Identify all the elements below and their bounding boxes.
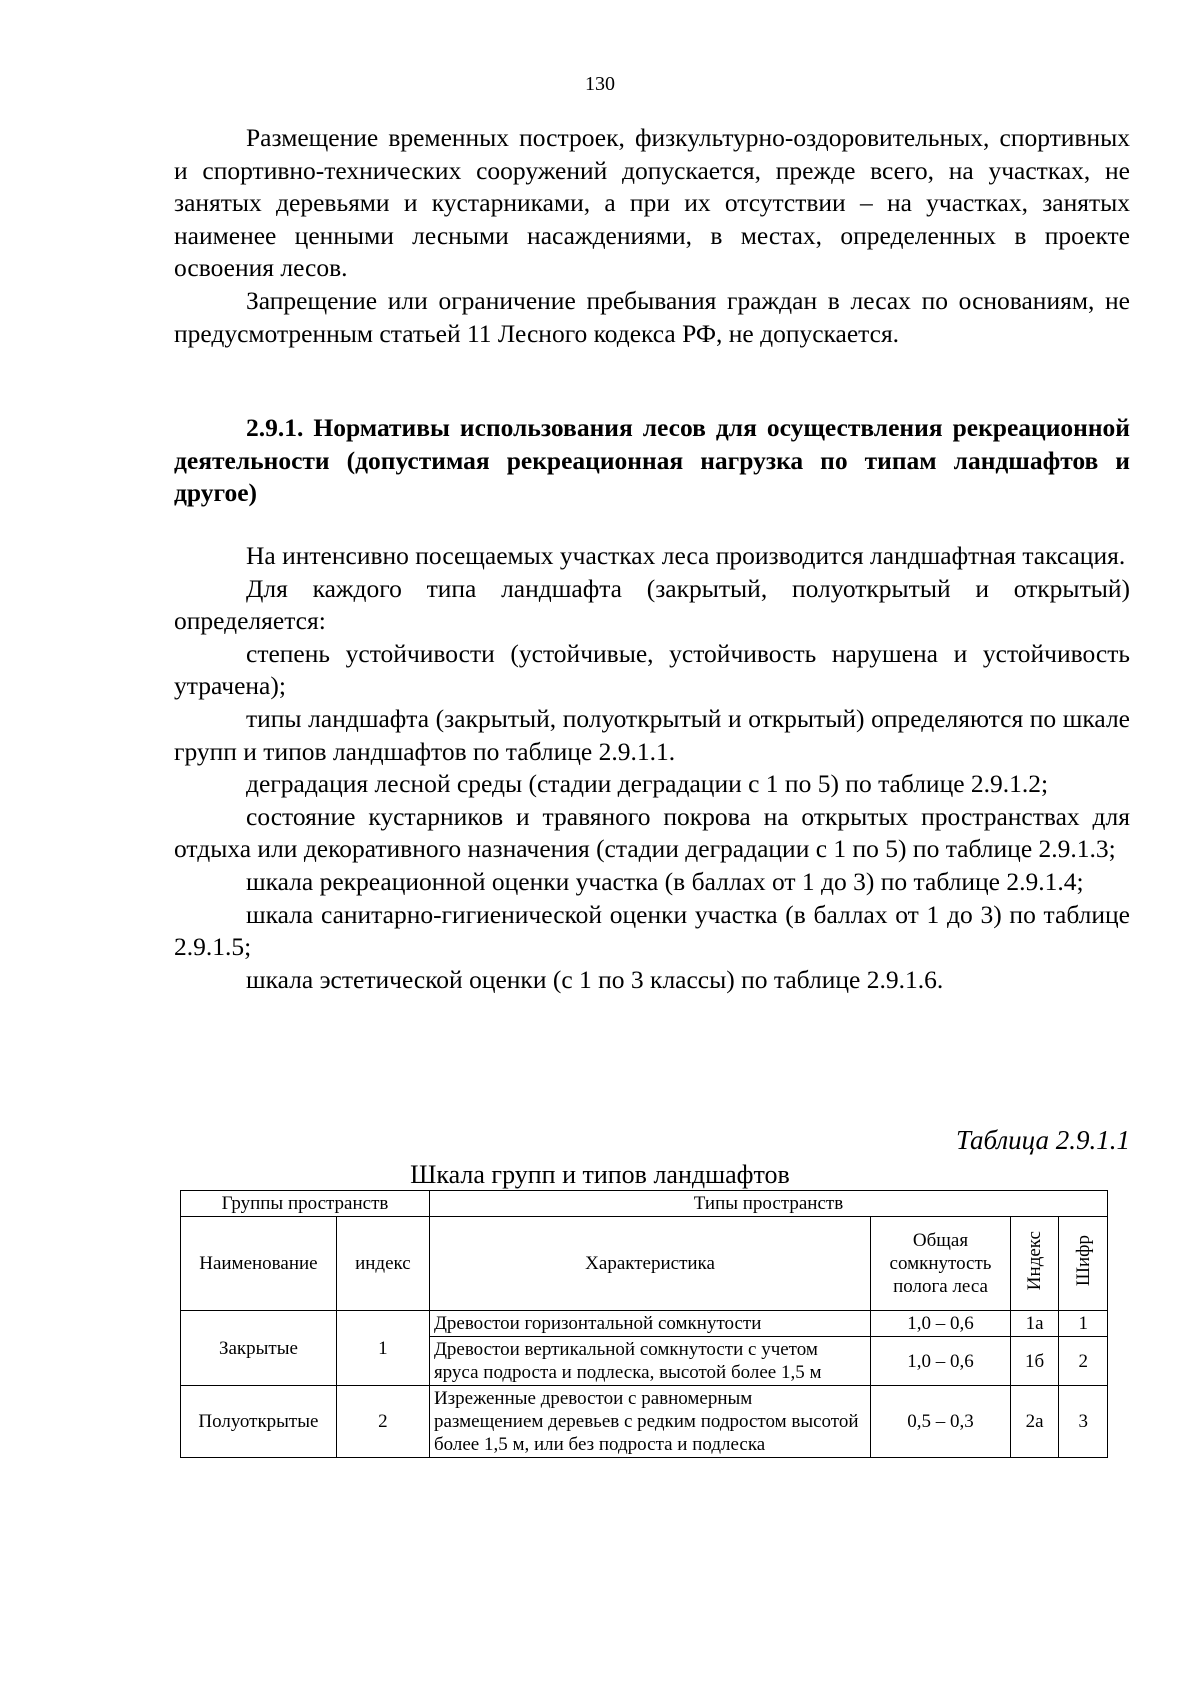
table-row (181, 1311, 1108, 1337)
paragraph: типы ландшафта (закрытый, полуоткрытый и открытый) определяются по шкале групп и типов ландшафтов по таблице 2.9.1.1. (174, 703, 1130, 766)
closure: 1,0 – 0,6 (871, 1311, 1011, 1337)
table-header-row (181, 1191, 1108, 1217)
col-index-header: индекс (336, 1217, 429, 1311)
characteristic: Древостои горизонтальной сомкнутости (429, 1311, 870, 1337)
characteristic: Изреженные древостои с равномерным размещением деревьев с редким подростом высотой более 1,5 м, или без подроста и подлеска (429, 1386, 870, 1458)
paragraph: Для каждого типа ландшафта (закрытый, полуоткрытый и открытый) определяется: (174, 573, 1130, 636)
col-index2-header (1010, 1217, 1059, 1311)
section-heading: 2.9.1. Нормативы использования лесов для осуществления рекреационной деятельности (допустимая рекреационная нагрузка по типам ландшафтов и другое) (174, 413, 1130, 508)
group-header: Группы пространств (181, 1191, 430, 1217)
type-code: 2 (1059, 1337, 1108, 1386)
group-index: 2 (336, 1386, 429, 1458)
table-label: Таблица 2.9.1.1 (955, 1125, 1130, 1155)
col-name-header: Наименование (181, 1217, 337, 1311)
paragraph: шкала рекреационной оценки участка (в баллах от 1 до 3) по таблице 2.9.1.4; (246, 866, 1084, 896)
type-code: 3 (1059, 1386, 1108, 1458)
intro-text (174, 122, 1130, 350)
paragraph: степень устойчивости (устойчивые, устойчивость нарушена и устойчивость утрачена); (174, 638, 1130, 701)
paragraph: Размещение временных построек, физкультурно-оздоровительных, спортивных и спортивно-технических сооружений допускается, прежде всего, на участках, не занятых деревьями и кустарниками, а при их отсутствии – на участках, занятых наименее ценными лесными насаждениями, в местах, определенных в проекте освоения лесов. (174, 123, 1130, 283)
vertical-label: Индекс (1024, 1230, 1046, 1291)
closure: 1,0 – 0,6 (871, 1337, 1011, 1386)
type-index: 1а (1010, 1311, 1059, 1337)
group-index: 1 (336, 1311, 429, 1386)
characteristic: Древостои вертикальной сомкнутости с учетом яруса подроста и подлеска, высотой более 1,5 м (429, 1337, 870, 1386)
paragraph: деградация лесной среды (стадии деградации с 1 по 5) по таблице 2.9.1.2; (246, 769, 1049, 799)
table-title: Шкала групп и типов ландшафтов (410, 1160, 790, 1189)
type-index: 1б (1010, 1337, 1059, 1386)
type-code: 1 (1059, 1311, 1108, 1337)
table-header-row (181, 1217, 1108, 1311)
paragraph: шкала эстетической оценки (с 1 по 3 классы) по таблице 2.9.1.6. (246, 964, 944, 994)
types-header: Типы пространств (429, 1191, 1107, 1217)
col-char-header: Характеристика (429, 1217, 870, 1311)
paragraph: Запрещение или ограничение пребывания граждан в лесах по основаниям, не предусмотренным статьей 11 Лесного кодекса РФ, не допускается. (174, 285, 1130, 348)
paragraph: шкала санитарно-гигиенической оценки участка (в баллах от 1 до 3) по таблице 2.9.1.5; (174, 899, 1130, 962)
paragraph: На интенсивно посещаемых участках леса производится ландшафтная таксация. (246, 541, 1126, 570)
group-name: Закрытые (181, 1311, 337, 1386)
vertical-label: Шифр (1072, 1234, 1094, 1287)
page-number: 130 (585, 73, 615, 95)
col-code-header (1059, 1217, 1108, 1311)
section-text (174, 540, 1130, 996)
closure: 0,5 – 0,3 (871, 1386, 1011, 1458)
type-index: 2а (1010, 1386, 1059, 1458)
landscape-table (180, 1190, 1108, 1458)
group-name: Полуоткрытые (181, 1386, 337, 1458)
table-row (181, 1386, 1108, 1458)
paragraph: состояние кустарников и травяного покрова на открытых пространствах для отдыха или декоративного назначения (стадии деградации с 1 по 5) по таблице 2.9.1.3; (174, 801, 1130, 864)
col-closure-header: Общая сомкнутость полога леса (871, 1217, 1011, 1311)
